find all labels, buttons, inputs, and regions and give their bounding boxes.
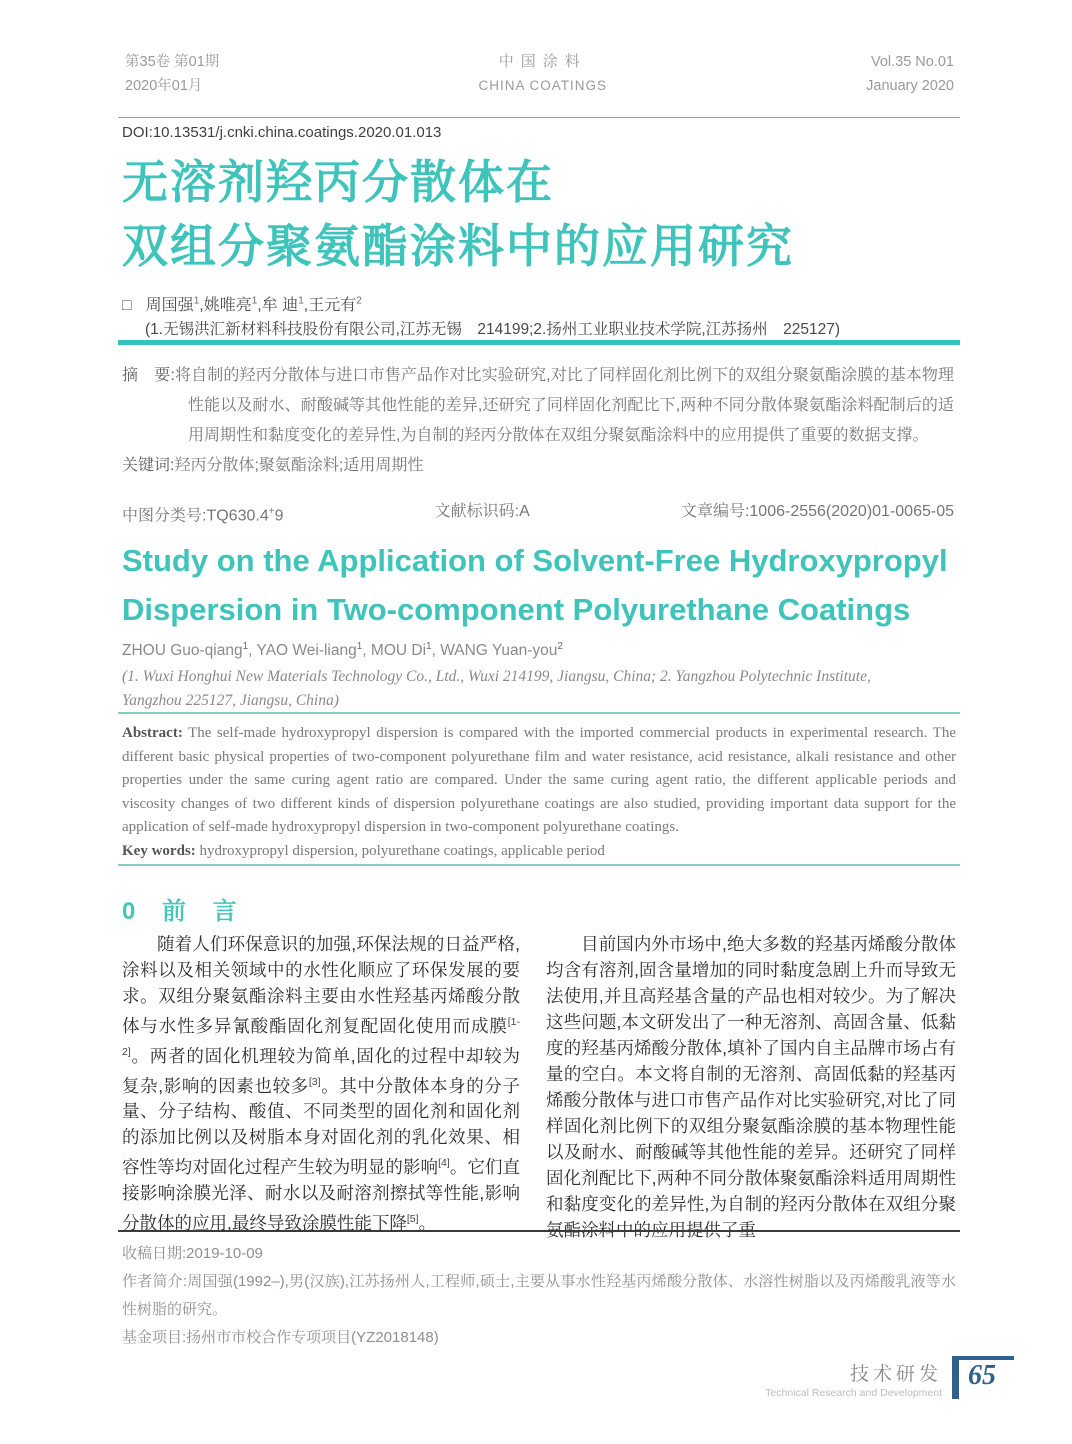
- ref-marker: [4]: [438, 1157, 450, 1170]
- received-value: 2019-10-09: [186, 1245, 263, 1262]
- byline-en: [122, 641, 563, 660]
- affiliation-en: [122, 665, 954, 713]
- fund-text: 扬州市市校合作专项项目(YZ2018148): [186, 1329, 439, 1346]
- title-divider: [118, 340, 960, 345]
- document-code-value: A: [519, 503, 530, 520]
- affiliation-en-line1: (1. Wuxi Honghui New Materials Technology Co., Ltd., Wuxi 214199, Jiangsu, China; 2. Yangzhou Polytechnic Institute,: [122, 668, 871, 685]
- author-bio: [122, 1268, 956, 1324]
- author-name: 牟 迪: [261, 297, 299, 314]
- author-affil-sup: 2: [557, 641, 563, 652]
- clc-label: 中图分类号:: [122, 507, 207, 525]
- abstract-en-block: [122, 722, 956, 863]
- journal-name: [478, 50, 607, 98]
- header-issue-en: [866, 50, 954, 98]
- keywords-label-en: Key words:: [122, 842, 196, 859]
- author-name: 姚唯亮: [203, 297, 252, 314]
- clc-number: [122, 497, 283, 531]
- section-heading-0: 0 前 言: [122, 898, 247, 925]
- article-id: [681, 497, 954, 531]
- volume-issue-cn: 第35卷 第01期: [125, 54, 220, 70]
- author-sep: ,: [303, 297, 309, 314]
- journal-header: [125, 50, 954, 98]
- author-marker: □: [122, 297, 132, 314]
- affiliation-cn: (1.无锡洪汇新材料科技股份有限公司,江苏无锡 214199;2.扬州工业职业技术学院,江苏扬州 225127): [145, 321, 841, 338]
- abstract-en-bottom-divider: [118, 864, 960, 866]
- abstract-label-en: Abstract:: [122, 725, 183, 741]
- author-affil-sup: 1: [426, 641, 432, 652]
- byline-cn: [122, 292, 362, 315]
- intro-paragraph-2: 目前国内外市场中,绝大多数的羟基丙烯酸分散体均含有溶剂,固含量增加的同时黏度急剧上升而导致无法使用,并且高羟基含量的产品也相对较少。为了解决这些问题,本文研发出了一种无溶剂、高固含量、低黏度的羟基丙烯酸分散体,填补了国内自主品牌市场占有量的空白。本文将自制的无溶剂、高固低黏的羟基丙烯酸分散体与进口市售产品作对比实验研究,对比了同样固化剂比例下的双组分聚氨酯涂膜的基本物理性能以及耐水、耐酸碱等其他性能的差异。还研究了同样固化剂配比下,两种不同分散体聚氨酯涂料适用周期性和黏度变化的差异性,为自制的羟丙分散体在双组分聚氨酯涂料中的应用提供了重: [546, 934, 956, 1240]
- volume-issue-en: Vol.35 No.01: [870, 54, 954, 70]
- author-sep: ,: [248, 642, 257, 660]
- author-name: 王元有: [308, 297, 357, 314]
- author-affil-sup: 1: [298, 295, 304, 307]
- author-sep: ,: [362, 642, 371, 660]
- body-column-right: [546, 931, 956, 1243]
- text-segment: 。两者的固化机理较为简单,固化的过程中却较为复杂,影响的因素也较多: [122, 1045, 520, 1096]
- abstract-text-cn: 将自制的羟丙分散体与进口市售产品作对比实验研究,对比了同样固化剂比例下的双组分聚氨酯涂膜的基本物理性能以及耐水、耐酸碱等其他性能的差异,还研究了同样固化剂配比下,两种不同分散体聚氨酯涂料配制后的适用周期性和黏度变化的差异性,为自制的羟丙分散体在双组分聚氨酯涂料中的应用提供了重要的数据支撑。: [174, 367, 954, 444]
- page-number: 65: [968, 1360, 996, 1391]
- article-title-cn: [122, 150, 954, 278]
- text-segment: 。其中分散体本身的分子量、分子结构、酸值、不同类型的固化剂和固化剂的添加比例以及树脂本身对固化剂的乳化效果、相容性等均对固化过程产生较为明显的影响: [122, 1075, 520, 1178]
- author-affil-sup: 1: [251, 295, 258, 307]
- author-sep: ,: [431, 642, 441, 660]
- date-cn: 2020年01月: [125, 78, 203, 94]
- abstract-text-en: The self-made hydroxypropyl dispersion is compared with the imported commercial products in experimental research. The different basic physical properties of two-component polyurethane film and water resistance, acid resistance, alkali resistance and other properties under the same curing agent ratio are compared. Under the same curing agent ratio, the different applicable periods and viscosity changes of two different kinds of dispersion polyurethane coatings are also studied, providing important data support for the application of self-made hydroxypropyl dispersion in two-component polyurethane coatings.: [122, 725, 956, 835]
- author-sep: ,: [257, 297, 262, 314]
- article-id-label: 文章编号:: [680, 503, 750, 520]
- author-name: 周国强: [145, 297, 194, 314]
- journal-name-en: CHINA COATINGS: [478, 78, 607, 93]
- page-footer: [765, 1356, 1014, 1400]
- footnote-divider: [118, 1230, 960, 1232]
- keywords-en: [122, 840, 956, 864]
- title-en-line2: Dispersion in Two-component Polyurethane Coatings: [122, 592, 911, 627]
- clc-tail: 9: [274, 507, 284, 525]
- ref-marker: [1-2]: [122, 1016, 520, 1058]
- intro-paragraph-1: [122, 931, 520, 1236]
- body-columns: [122, 931, 956, 1243]
- text-segment: 。: [418, 1213, 437, 1234]
- article-title-en: [122, 536, 962, 634]
- column-title: [765, 1356, 942, 1400]
- column-title-en: Technical Research and Development: [765, 1387, 942, 1399]
- keywords-text-en: hydroxypropyl dispersion, polyurethane coatings, applicable period: [195, 842, 605, 859]
- author-affil-sup: 1: [356, 641, 363, 652]
- author-bio-label: 作者简介:: [122, 1273, 188, 1290]
- title-en-line1: Study on the Application of Solvent-Free Hydroxypropyl: [122, 543, 948, 578]
- date-en: January 2020: [866, 78, 954, 94]
- author-affil-sup: 2: [356, 295, 362, 307]
- page-number-box: [952, 1356, 1014, 1399]
- abstract-en-top-divider: [118, 712, 960, 714]
- article-id-value: 1006-2556(2020)01-0065-05: [749, 503, 954, 520]
- keywords-cn: [122, 451, 954, 481]
- classification-row: [122, 497, 954, 531]
- received-date: [122, 1240, 956, 1268]
- document-code-label: 文献标识码:: [434, 503, 520, 520]
- keywords-text-cn: 羟丙分散体;聚氨酯涂料;适用周期性: [174, 457, 424, 474]
- doi: DOI:10.13531/j.cnki.china.coatings.2020.01.013: [122, 124, 442, 141]
- header-divider: [118, 117, 960, 118]
- fund-label: 基金项目:: [122, 1329, 187, 1346]
- clc-sup: +: [268, 506, 275, 517]
- journal-name-cn: 中国涂料: [498, 53, 587, 70]
- abstract-cn-block: [122, 361, 954, 531]
- title-cn-line1: 无溶剂羟丙分散体在: [122, 156, 554, 208]
- abstract-label-cn: 摘 要:: [122, 367, 175, 384]
- ref-marker: [3]: [308, 1075, 321, 1088]
- keywords-label-cn: 关键词:: [122, 457, 175, 474]
- author-bio-text: 周国强(1992–),男(汉族),江苏扬州人,工程师,硕士,主要从事水性羟基丙烯酸分散体、水溶性树脂以及丙烯酸乳液等水性树脂的研究。: [122, 1273, 956, 1318]
- author-name-en: ZHOU Guo-qiang: [122, 642, 243, 660]
- clc-base: TQ630.4: [206, 507, 269, 525]
- received-label: 收稿日期:: [122, 1245, 187, 1262]
- body-column-left: [122, 931, 520, 1243]
- header-issue-cn: [125, 50, 219, 98]
- affiliation-en-line2: Yangzhou 225127, Jiangsu, China): [122, 692, 339, 709]
- text-segment: 随着人们环保意识的加强,环保法规的日益严格,涂料以及相关领域中的水性化顺应了环保发展的要求。双组分聚氨酯涂料主要由水性羟基丙烯酸分散体与水性多异氰酸酯固化剂复配固化使用而成膜: [122, 934, 520, 1036]
- author-name-en: YAO Wei-liang: [256, 642, 357, 660]
- author-affil-sup: 1: [242, 641, 249, 652]
- footnotes: [122, 1240, 956, 1352]
- text-segment: 。它们直接影响涂膜光泽、耐水以及耐溶剂擦拭等性能,影响分散体的应用,最终导致涂膜性能下降: [122, 1157, 521, 1234]
- author-name-en: MOU Di: [370, 642, 427, 660]
- title-cn-line2: 双组分聚氨酯涂料中的应用研究: [122, 220, 794, 272]
- document-code: [435, 497, 530, 531]
- column-title-cn: 技术研发: [849, 1364, 942, 1385]
- ref-marker: [5]: [406, 1213, 419, 1226]
- abstract-cn: [122, 361, 954, 451]
- author-name-en: WANG Yuan-you: [440, 642, 558, 660]
- fund-project: [122, 1324, 956, 1352]
- author-sep: ,: [199, 297, 204, 314]
- author-affil-sup: 1: [193, 295, 200, 307]
